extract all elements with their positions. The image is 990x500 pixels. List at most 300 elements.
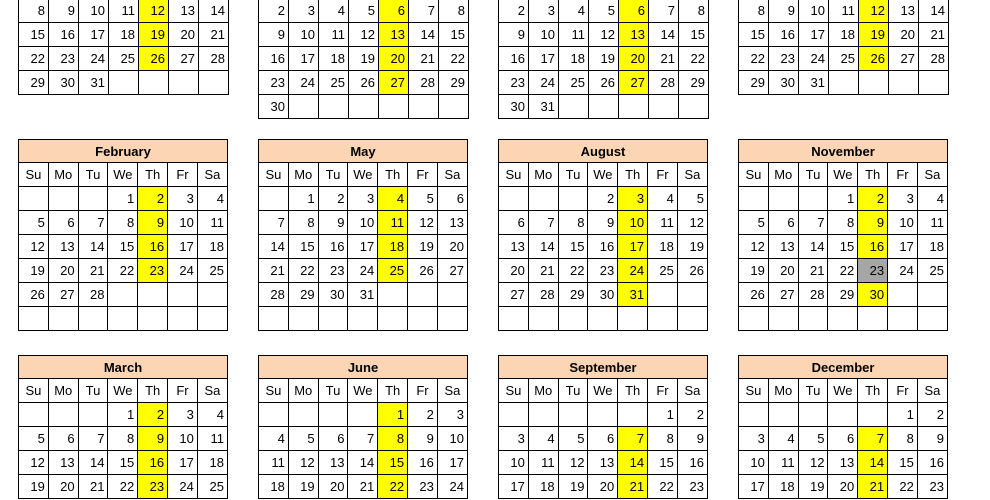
day-cell[interactable]: 5 [349, 0, 379, 23]
day-cell[interactable]: 16 [138, 451, 168, 475]
day-cell[interactable]: 20 [48, 475, 78, 499]
day-cell[interactable]: 1 [288, 187, 318, 211]
day-cell[interactable]: 22 [828, 259, 858, 283]
day-cell[interactable]: 30 [318, 283, 348, 307]
day-cell[interactable]: 22 [648, 475, 678, 499]
day-cell[interactable]: 5 [288, 427, 318, 451]
day-cell[interactable]: 10 [168, 427, 198, 451]
day-cell[interactable]: 20 [169, 23, 199, 47]
day-cell[interactable]: 11 [197, 427, 227, 451]
day-cell[interactable]: 10 [499, 451, 529, 475]
day-cell[interactable]: 10 [888, 211, 918, 235]
day-cell[interactable]: 21 [199, 23, 229, 47]
day-cell[interactable]: 18 [829, 23, 859, 47]
day-cell[interactable]: 21 [528, 259, 558, 283]
day-cell[interactable]: 21 [919, 23, 949, 47]
day-cell[interactable]: 18 [559, 47, 589, 71]
day-cell[interactable]: 11 [109, 0, 139, 23]
day-cell[interactable]: 2 [259, 0, 289, 23]
day-cell[interactable]: 20 [48, 259, 78, 283]
day-cell[interactable]: 28 [259, 283, 289, 307]
day-cell[interactable]: 11 [648, 211, 678, 235]
day-cell[interactable]: 4 [259, 427, 289, 451]
day-cell[interactable]: 24 [799, 47, 829, 71]
day-cell[interactable]: 3 [168, 187, 198, 211]
day-cell[interactable]: 4 [197, 403, 227, 427]
day-cell[interactable]: 17 [739, 475, 769, 499]
day-cell[interactable]: 12 [589, 23, 619, 47]
day-cell[interactable]: 9 [858, 211, 888, 235]
day-cell[interactable]: 30 [769, 71, 799, 95]
day-cell[interactable]: 3 [618, 187, 648, 211]
day-cell[interactable]: 17 [529, 47, 559, 71]
day-cell[interactable]: 8 [288, 211, 318, 235]
day-cell[interactable]: 10 [618, 211, 648, 235]
day-cell[interactable]: 14 [78, 235, 108, 259]
day-cell[interactable]: 1 [108, 187, 138, 211]
day-cell[interactable]: 28 [528, 283, 558, 307]
day-cell[interactable]: 9 [318, 211, 348, 235]
day-cell[interactable]: 25 [378, 259, 408, 283]
day-cell[interactable]: 10 [348, 211, 378, 235]
day-cell[interactable]: 9 [588, 211, 618, 235]
day-cell[interactable]: 10 [289, 23, 319, 47]
day-cell[interactable]: 14 [858, 451, 888, 475]
day-cell[interactable]: 17 [348, 235, 378, 259]
day-cell[interactable]: 8 [888, 427, 918, 451]
day-cell[interactable]: 5 [19, 211, 49, 235]
day-cell[interactable]: 18 [917, 235, 947, 259]
day-cell[interactable]: 18 [768, 475, 798, 499]
day-cell[interactable]: 2 [588, 187, 618, 211]
day-cell[interactable]: 23 [259, 71, 289, 95]
day-cell[interactable]: 20 [768, 259, 798, 283]
day-cell[interactable]: 13 [318, 451, 348, 475]
day-cell[interactable]: 1 [108, 403, 138, 427]
day-cell[interactable]: 4 [559, 0, 589, 23]
day-cell[interactable]: 18 [648, 235, 678, 259]
day-cell[interactable]: 9 [259, 23, 289, 47]
day-cell[interactable]: 22 [378, 475, 408, 499]
day-cell[interactable]: 10 [529, 23, 559, 47]
day-cell[interactable]: 13 [437, 211, 467, 235]
day-cell[interactable]: 13 [889, 0, 919, 23]
day-cell[interactable]: 21 [858, 475, 888, 499]
day-cell[interactable]: 12 [288, 451, 318, 475]
day-cell[interactable]: 25 [109, 47, 139, 71]
day-cell[interactable]: 12 [408, 211, 438, 235]
day-cell[interactable]: 24 [437, 475, 467, 499]
day-cell[interactable]: 2 [138, 403, 168, 427]
day-cell[interactable]: 20 [588, 475, 618, 499]
day-cell[interactable]: 24 [529, 71, 559, 95]
day-cell[interactable]: 9 [408, 427, 438, 451]
day-cell[interactable]: 31 [799, 71, 829, 95]
day-cell[interactable]: 7 [409, 0, 439, 23]
day-cell[interactable]: 17 [499, 475, 529, 499]
day-cell[interactable]: 19 [798, 475, 828, 499]
day-cell[interactable]: 8 [19, 0, 49, 23]
day-cell[interactable]: 8 [739, 0, 769, 23]
day-cell[interactable]: 10 [799, 0, 829, 23]
day-cell[interactable]: 4 [917, 187, 947, 211]
day-cell[interactable]: 30 [49, 71, 79, 95]
day-cell[interactable]: 21 [78, 475, 108, 499]
day-cell[interactable]: 11 [378, 211, 408, 235]
day-cell[interactable]: 15 [439, 23, 469, 47]
day-cell[interactable]: 2 [499, 0, 529, 23]
day-cell[interactable]: 13 [619, 23, 649, 47]
day-cell[interactable]: 28 [649, 71, 679, 95]
day-cell[interactable]: 29 [288, 283, 318, 307]
day-cell[interactable]: 17 [437, 451, 467, 475]
day-cell[interactable]: 5 [798, 427, 828, 451]
day-cell[interactable]: 12 [19, 235, 49, 259]
day-cell[interactable]: 19 [288, 475, 318, 499]
day-cell[interactable]: 22 [679, 47, 709, 71]
day-cell[interactable]: 13 [48, 451, 78, 475]
day-cell[interactable]: 8 [828, 211, 858, 235]
day-cell[interactable]: 12 [349, 23, 379, 47]
day-cell[interactable]: 28 [78, 283, 108, 307]
day-cell[interactable]: 6 [588, 427, 618, 451]
day-cell[interactable]: 6 [437, 187, 467, 211]
day-cell[interactable]: 18 [197, 235, 227, 259]
day-cell[interactable]: 10 [437, 427, 467, 451]
day-cell[interactable]: 12 [558, 451, 588, 475]
day-cell[interactable]: 6 [379, 0, 409, 23]
day-cell[interactable]: 27 [48, 283, 78, 307]
day-cell[interactable]: 11 [829, 0, 859, 23]
day-cell[interactable]: 1 [888, 403, 918, 427]
day-cell[interactable]: 22 [19, 47, 49, 71]
day-cell[interactable]: 15 [558, 235, 588, 259]
day-cell[interactable]: 14 [348, 451, 378, 475]
day-cell[interactable]: 24 [79, 47, 109, 71]
day-cell[interactable]: 7 [528, 211, 558, 235]
day-cell[interactable]: 7 [348, 427, 378, 451]
day-cell[interactable]: 18 [259, 475, 289, 499]
day-cell[interactable]: 27 [889, 47, 919, 71]
day-cell[interactable]: 27 [768, 283, 798, 307]
day-cell[interactable]: 23 [49, 47, 79, 71]
day-cell[interactable]: 7 [78, 211, 108, 235]
day-cell[interactable]: 14 [798, 235, 828, 259]
day-cell[interactable]: 19 [19, 475, 49, 499]
day-cell[interactable]: 12 [739, 235, 769, 259]
day-cell[interactable]: 19 [139, 23, 169, 47]
day-cell[interactable]: 26 [677, 259, 707, 283]
day-cell[interactable]: 20 [379, 47, 409, 71]
day-cell[interactable]: 30 [588, 283, 618, 307]
day-cell[interactable]: 19 [408, 235, 438, 259]
day-cell[interactable]: 4 [378, 187, 408, 211]
day-cell[interactable]: 22 [739, 47, 769, 71]
day-cell[interactable]: 7 [798, 211, 828, 235]
day-cell[interactable]: 21 [78, 259, 108, 283]
day-cell[interactable]: 30 [858, 283, 888, 307]
day-cell[interactable]: 17 [888, 235, 918, 259]
day-cell[interactable]: 19 [677, 235, 707, 259]
day-cell[interactable]: 8 [679, 0, 709, 23]
day-cell[interactable]: 6 [318, 427, 348, 451]
day-cell[interactable]: 20 [437, 235, 467, 259]
day-cell[interactable]: 22 [888, 475, 918, 499]
day-cell[interactable]: 23 [318, 259, 348, 283]
day-cell[interactable]: 29 [739, 71, 769, 95]
day-cell[interactable]: 28 [409, 71, 439, 95]
day-cell[interactable]: 21 [409, 47, 439, 71]
day-cell[interactable]: 6 [768, 211, 798, 235]
day-cell[interactable]: 5 [739, 211, 769, 235]
day-cell[interactable]: 14 [919, 0, 949, 23]
day-cell[interactable]: 31 [529, 95, 559, 119]
day-cell[interactable]: 26 [139, 47, 169, 71]
day-cell[interactable]: 3 [289, 0, 319, 23]
day-cell[interactable]: 21 [798, 259, 828, 283]
day-cell[interactable]: 23 [917, 475, 947, 499]
day-cell[interactable]: 6 [48, 427, 78, 451]
day-cell[interactable]: 23 [408, 475, 438, 499]
day-cell[interactable]: 24 [289, 71, 319, 95]
day-cell[interactable]: 4 [528, 427, 558, 451]
day-cell[interactable]: 23 [677, 475, 707, 499]
day-cell[interactable]: 10 [168, 211, 198, 235]
day-cell[interactable]: 20 [828, 475, 858, 499]
day-cell[interactable]: 3 [888, 187, 918, 211]
day-cell[interactable]: 12 [677, 211, 707, 235]
day-cell[interactable]: 17 [79, 23, 109, 47]
day-cell[interactable]: 15 [828, 235, 858, 259]
day-cell[interactable]: 14 [528, 235, 558, 259]
day-cell[interactable]: 16 [677, 451, 707, 475]
day-cell[interactable]: 8 [648, 427, 678, 451]
day-cell[interactable]: 23 [769, 47, 799, 71]
day-cell[interactable]: 15 [108, 451, 138, 475]
day-cell[interactable]: 4 [319, 0, 349, 23]
day-cell[interactable]: 20 [318, 475, 348, 499]
day-cell[interactable]: 5 [589, 0, 619, 23]
day-cell[interactable]: 21 [259, 259, 289, 283]
day-cell[interactable]: 15 [378, 451, 408, 475]
day-cell[interactable]: 2 [917, 403, 947, 427]
day-cell[interactable]: 14 [409, 23, 439, 47]
day-cell[interactable]: 27 [437, 259, 467, 283]
day-cell[interactable]: 24 [888, 259, 918, 283]
day-cell[interactable]: 24 [168, 475, 198, 499]
day-cell[interactable]: 21 [618, 475, 648, 499]
day-cell[interactable]: 22 [288, 259, 318, 283]
day-cell[interactable]: 15 [108, 235, 138, 259]
day-cell[interactable]: 23 [499, 71, 529, 95]
day-cell[interactable]: 5 [677, 187, 707, 211]
day-cell[interactable]: 1 [378, 403, 408, 427]
day-cell[interactable]: 1 [828, 187, 858, 211]
day-cell[interactable]: 11 [319, 23, 349, 47]
day-cell[interactable]: 9 [769, 0, 799, 23]
day-cell[interactable]: 9 [917, 427, 947, 451]
day-cell[interactable]: 8 [558, 211, 588, 235]
day-cell[interactable]: 28 [919, 47, 949, 71]
day-cell[interactable]: 24 [168, 259, 198, 283]
day-cell[interactable]: 5 [408, 187, 438, 211]
day-cell[interactable]: 25 [559, 71, 589, 95]
day-cell[interactable]: 4 [768, 427, 798, 451]
day-cell[interactable]: 18 [528, 475, 558, 499]
day-cell[interactable]: 5 [19, 427, 49, 451]
day-cell[interactable]: 3 [168, 403, 198, 427]
day-cell[interactable]: 6 [499, 211, 529, 235]
day-cell[interactable]: 4 [197, 187, 227, 211]
day-cell[interactable]: 23 [858, 259, 888, 283]
day-cell[interactable]: 25 [319, 71, 349, 95]
day-cell[interactable]: 29 [828, 283, 858, 307]
day-cell[interactable]: 16 [318, 235, 348, 259]
day-cell[interactable]: 11 [917, 211, 947, 235]
day-cell[interactable]: 20 [619, 47, 649, 71]
day-cell[interactable]: 12 [798, 451, 828, 475]
day-cell[interactable]: 13 [48, 235, 78, 259]
day-cell[interactable]: 26 [859, 47, 889, 71]
day-cell[interactable]: 26 [349, 71, 379, 95]
day-cell[interactable]: 3 [348, 187, 378, 211]
day-cell[interactable]: 31 [348, 283, 378, 307]
day-cell[interactable]: 21 [348, 475, 378, 499]
day-cell[interactable]: 25 [917, 259, 947, 283]
day-cell[interactable]: 24 [348, 259, 378, 283]
day-cell[interactable]: 14 [618, 451, 648, 475]
day-cell[interactable]: 7 [618, 427, 648, 451]
day-cell[interactable]: 26 [739, 283, 769, 307]
day-cell[interactable]: 12 [859, 0, 889, 23]
day-cell[interactable]: 16 [138, 235, 168, 259]
day-cell[interactable]: 5 [558, 427, 588, 451]
day-cell[interactable]: 6 [48, 211, 78, 235]
day-cell[interactable]: 6 [619, 0, 649, 23]
day-cell[interactable]: 2 [858, 187, 888, 211]
day-cell[interactable]: 10 [739, 451, 769, 475]
day-cell[interactable]: 17 [618, 235, 648, 259]
day-cell[interactable]: 17 [289, 47, 319, 71]
day-cell[interactable]: 19 [19, 259, 49, 283]
day-cell[interactable]: 9 [49, 0, 79, 23]
day-cell[interactable]: 10 [79, 0, 109, 23]
day-cell[interactable]: 22 [108, 259, 138, 283]
day-cell[interactable]: 20 [889, 23, 919, 47]
day-cell[interactable]: 16 [769, 23, 799, 47]
day-cell[interactable]: 3 [499, 427, 529, 451]
day-cell[interactable]: 28 [199, 47, 229, 71]
day-cell[interactable]: 17 [168, 451, 198, 475]
day-cell[interactable]: 27 [379, 71, 409, 95]
day-cell[interactable]: 13 [499, 235, 529, 259]
day-cell[interactable]: 8 [108, 427, 138, 451]
day-cell[interactable]: 13 [588, 451, 618, 475]
day-cell[interactable]: 15 [648, 451, 678, 475]
day-cell[interactable]: 28 [798, 283, 828, 307]
day-cell[interactable]: 20 [499, 259, 529, 283]
day-cell[interactable]: 11 [768, 451, 798, 475]
day-cell[interactable]: 31 [79, 71, 109, 95]
day-cell[interactable]: 16 [588, 235, 618, 259]
day-cell[interactable]: 23 [138, 259, 168, 283]
day-cell[interactable]: 8 [108, 211, 138, 235]
day-cell[interactable]: 29 [439, 71, 469, 95]
day-cell[interactable]: 14 [649, 23, 679, 47]
day-cell[interactable]: 23 [138, 475, 168, 499]
day-cell[interactable]: 16 [858, 235, 888, 259]
day-cell[interactable]: 27 [619, 71, 649, 95]
day-cell[interactable]: 11 [259, 451, 289, 475]
day-cell[interactable]: 6 [828, 427, 858, 451]
day-cell[interactable]: 25 [197, 259, 227, 283]
day-cell[interactable]: 7 [649, 0, 679, 23]
day-cell[interactable]: 16 [259, 47, 289, 71]
day-cell[interactable]: 3 [437, 403, 467, 427]
day-cell[interactable]: 4 [648, 187, 678, 211]
day-cell[interactable]: 26 [19, 283, 49, 307]
day-cell[interactable]: 15 [679, 23, 709, 47]
day-cell[interactable]: 27 [499, 283, 529, 307]
day-cell[interactable]: 17 [799, 23, 829, 47]
day-cell[interactable]: 19 [349, 47, 379, 71]
day-cell[interactable]: 19 [589, 47, 619, 71]
day-cell[interactable]: 16 [49, 23, 79, 47]
day-cell[interactable]: 9 [499, 23, 529, 47]
day-cell[interactable]: 13 [169, 0, 199, 23]
day-cell[interactable]: 11 [197, 211, 227, 235]
day-cell[interactable]: 14 [78, 451, 108, 475]
day-cell[interactable]: 25 [648, 259, 678, 283]
day-cell[interactable]: 9 [677, 427, 707, 451]
day-cell[interactable]: 23 [588, 259, 618, 283]
day-cell[interactable]: 18 [197, 451, 227, 475]
day-cell[interactable]: 2 [677, 403, 707, 427]
day-cell[interactable]: 18 [378, 235, 408, 259]
day-cell[interactable]: 13 [768, 235, 798, 259]
day-cell[interactable]: 15 [739, 23, 769, 47]
day-cell[interactable]: 24 [618, 259, 648, 283]
day-cell[interactable]: 31 [618, 283, 648, 307]
day-cell[interactable]: 11 [559, 23, 589, 47]
day-cell[interactable]: 16 [499, 47, 529, 71]
day-cell[interactable]: 2 [408, 403, 438, 427]
day-cell[interactable]: 30 [259, 95, 289, 119]
day-cell[interactable]: 27 [169, 47, 199, 71]
day-cell[interactable]: 15 [19, 23, 49, 47]
day-cell[interactable]: 9 [138, 211, 168, 235]
day-cell[interactable]: 14 [259, 235, 289, 259]
day-cell[interactable]: 7 [858, 427, 888, 451]
day-cell[interactable]: 29 [558, 283, 588, 307]
day-cell[interactable]: 8 [439, 0, 469, 23]
day-cell[interactable]: 30 [499, 95, 529, 119]
day-cell[interactable]: 19 [859, 23, 889, 47]
day-cell[interactable]: 1 [648, 403, 678, 427]
day-cell[interactable]: 2 [138, 187, 168, 211]
day-cell[interactable]: 8 [378, 427, 408, 451]
day-cell[interactable]: 22 [439, 47, 469, 71]
day-cell[interactable]: 18 [109, 23, 139, 47]
day-cell[interactable]: 16 [408, 451, 438, 475]
day-cell[interactable]: 13 [379, 23, 409, 47]
day-cell[interactable]: 11 [528, 451, 558, 475]
day-cell[interactable]: 3 [529, 0, 559, 23]
day-cell[interactable]: 16 [917, 451, 947, 475]
day-cell[interactable]: 29 [679, 71, 709, 95]
day-cell[interactable]: 17 [168, 235, 198, 259]
day-cell[interactable]: 26 [589, 71, 619, 95]
